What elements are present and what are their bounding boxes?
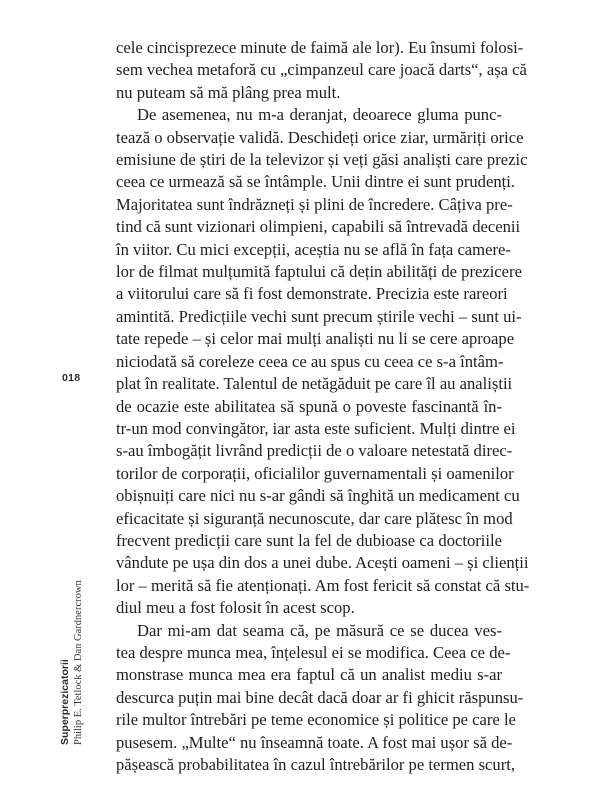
text-line: Majoritatea sunt îndrăzneți și plini de încredere. Câțiva pre- <box>116 194 513 214</box>
text-line: descurca puțin mai bine decât dacă doar ar fi ghicit răspunsu- <box>116 687 524 707</box>
text-line: tea despre munca mea, înțelesul ei se modifica. Ceea ce de- <box>116 642 511 662</box>
text-line: diul meu a fost folosit în acest scop. <box>116 598 355 618</box>
text-line: rile multor întrebări pe teme economice și politice pe care le <box>116 710 516 730</box>
book-authors: Philip E. Tetlock & Dan Gardnercrown <box>73 580 84 745</box>
text-line: cele cincisprezece minute de faimă ale lor). Eu însumi folosi- <box>116 38 524 57</box>
text-line: niciodată să coreleze ceea ce au spus cu ceea ce s-a întâm- <box>116 351 504 371</box>
text-line: vândute pe ușa din dos a unei dube. Acești oameni – și clienții <box>116 553 529 573</box>
text-line: plat în realitate. Talentul de netăgăduit pe care îl au analiștii <box>116 374 513 394</box>
book-title: Superprezicatorii <box>59 659 71 745</box>
text-line: frecvent predicții care sunt la fel de dubioase ca doctoriile <box>116 530 502 550</box>
text-line: de ocazie este abilitatea să spună o poveste fascinantă în- <box>116 396 502 416</box>
text-line: pusesem. „Multe“ nu înseamnă toate. A fost mai ușor să de- <box>116 732 513 752</box>
text-line: emisiune de știri de la televizor și veți găsi analiști care prezic <box>116 150 528 170</box>
text-line: nu puteam să mă plâng prea mult. <box>116 82 341 102</box>
text-line: s-au îmbogățit livrând predicții de o valoare netestată direc- <box>116 441 513 461</box>
page-number: 018 <box>62 372 81 384</box>
text-line: pășească probabilitatea în cazul întrebărilor pe termen scurt, <box>116 755 515 774</box>
text-line: tr-un mod convingător, iar asta este suficient. Mulți dintre ei <box>116 418 516 438</box>
text-line: tate repede – și celor mai mulți analiști nu li se cere aproape <box>116 329 515 349</box>
text-line: ceea ce urmează să se întâmple. Unii dintre ei sunt prudenți. <box>116 172 516 192</box>
text-line: amintită. Predicțiile vechi sunt precum știrile vechi – sunt ui- <box>116 306 522 326</box>
text-line: sem vechea metaforă cu „cimpanzeul care joacă darts“, așa că <box>116 60 527 80</box>
text-line: monstrase munca mea era faptul că un analist mediu s-ar <box>116 665 502 685</box>
text-line: obișnuiți care nici nu s-ar gândi să înghită un medicament cu <box>116 486 520 506</box>
text-line: Dar mi-am dat seama că, pe măsură ce se ducea ves- <box>137 620 502 640</box>
text-line: lor – merită să fie atenționați. Am fost fericit să constat că stu- <box>116 575 530 595</box>
text-line: eficacitate și siguranță necunoscute, dar care plătesc în mod <box>116 508 513 528</box>
text-line: în viitor. Cu mici excepții, aceștia nu se află în fața camere- <box>116 239 511 259</box>
text-line: lor de filmat mulțumită faptului că dețin abilități de prezicere <box>116 262 522 282</box>
text-line: torilor de corporații, oficialilor guvernamentali și oamenilor <box>116 463 514 483</box>
text-line: a viitorului care să fi fost demonstrate. Precizia este rareori <box>116 284 508 304</box>
text-line: tind că sunt vizionari olimpieni, capabili să întrevadă decenii <box>116 217 521 237</box>
body-text <box>116 37 530 776</box>
text-line: De asemenea, nu m-a deranjat, deoarece gluma punc- <box>137 105 502 125</box>
text-line: tează o observație validă. Deschideți orice ziar, urmăriți orice <box>116 127 524 147</box>
running-head <box>59 545 95 745</box>
